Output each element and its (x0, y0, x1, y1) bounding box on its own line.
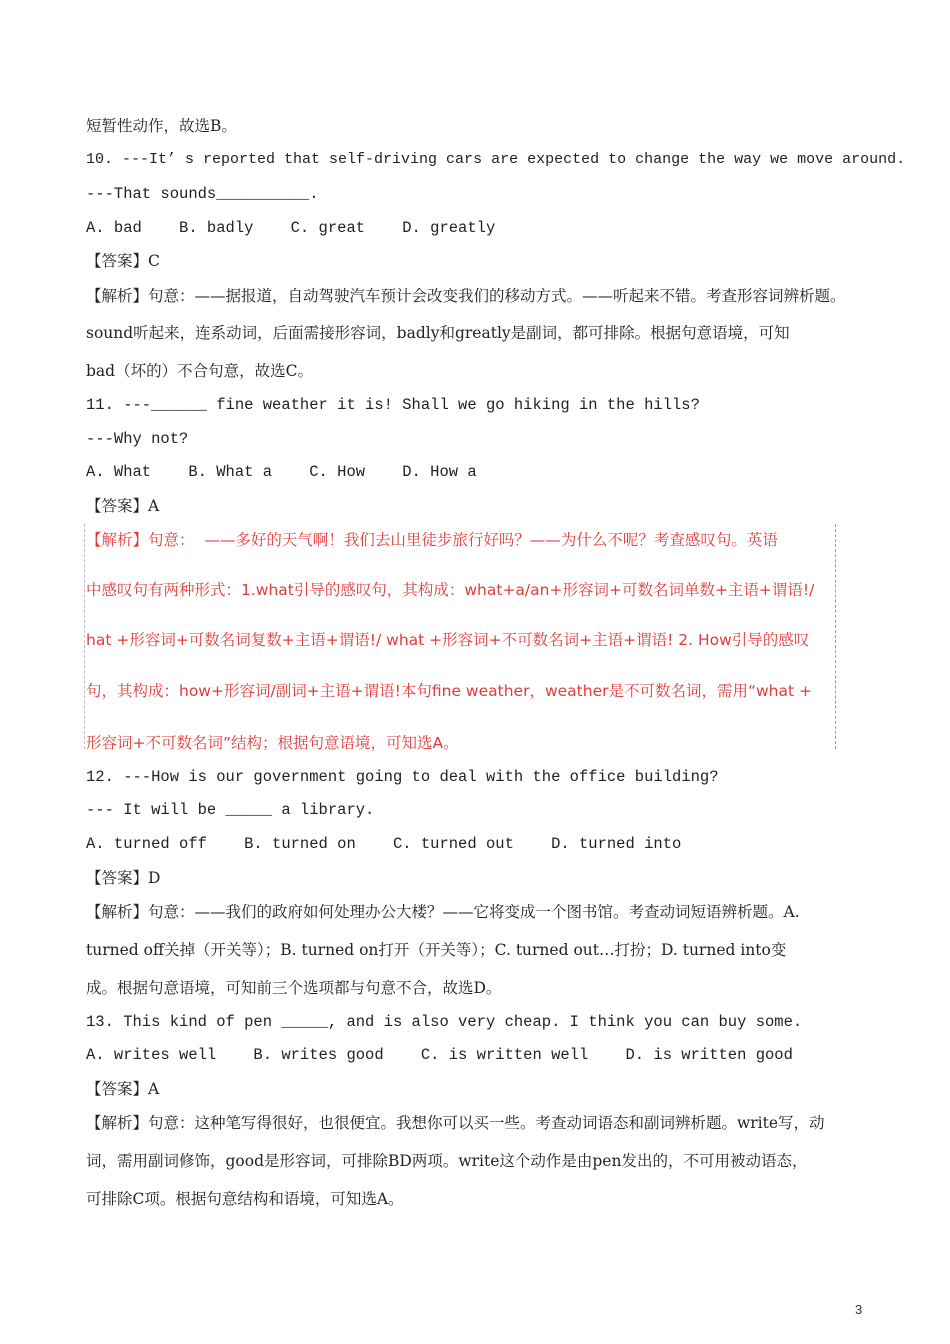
answer-13: 【答案】A (86, 1080, 160, 1098)
answer-10: 【答案】C (86, 252, 160, 270)
answer-12: 【答案】D (86, 869, 161, 887)
text-line: turned off关掉（开关等）；B. turned on打开（开关等）；C. turned out…打扮；D. turned into变 (86, 941, 787, 959)
options-12: A. turned off B. turned on C. turned out D. turned into (86, 835, 682, 853)
explanation-10: 【解析】句意：——据报道，自动驾驶汽车预计会改变我们的移动方式。——听起来不错。考查形容词辨析题。 (86, 287, 846, 305)
options-10: A. bad B. badly C. great D. greatly (86, 219, 496, 237)
answer-11: 【答案】A (86, 497, 160, 515)
options-11: A. What B. What a C. How D. How a (86, 463, 477, 481)
page-number: 3 (855, 1302, 863, 1317)
question-11: 11. ---______ fine weather it is! Shall we go hiking in the hills? (86, 396, 700, 414)
text-line: ---Why not? (86, 430, 189, 448)
text-line: 词，需用副词修饰，good是形容词，可排除BD两项。write这个动作是由pen发出的，不可用被动语态， (86, 1152, 808, 1170)
text-line: --- It will be _____ a library. (86, 801, 375, 819)
options-13: A. writes well B. writes good C. is written well D. is written good (86, 1046, 793, 1064)
text-line: ---That sounds__________. (86, 185, 319, 203)
text-line: 句，其构成：how+形容词/副词+主语+谓语!本句fine weather，weather是不可数名词，需用“what + (86, 682, 812, 700)
explanation-12: 【解析】句意：——我们的政府如何处理办公大楼？——它将变成一个图书馆。考查动词短语辨析题。A. (86, 903, 800, 921)
question-13: 13. This kind of pen _____, and is also very cheap. I think you can buy some. (86, 1013, 803, 1031)
text-line: 可排除C项。根据句意结构和语境，可知选A。 (86, 1190, 404, 1208)
text-line: 成。根据句意语境，可知前三个选项都与句意不合，故选D。 (86, 979, 502, 997)
question-12: 12. ---How is our government going to deal with the office building? (86, 768, 719, 786)
explanation-11: 【解析】句意： ——多好的天气啊！我们去山里徒步旅行好吗？——为什么不呢？考查感叹句。英语 (86, 531, 778, 549)
text-line: 形容词+不可数名词”结构；根据句意语境，可知选A。 (86, 734, 459, 752)
text-line: 短暂性动作，故选B。 (86, 117, 237, 135)
text-line: hat +形容词+可数名词复数+主语+谓语!/ what +形容词+不可数名词+主语+谓语! 2. How引导的感叹 (86, 631, 810, 649)
text-line: 中感叹句有两种形式：1.what引导的感叹句，其构成：what+a/an+形容词+可数名词单数+主语+谓语!/ (86, 581, 815, 599)
text-line: bad（坏的）不合句意，故选C。 (86, 362, 313, 380)
text-line: sound听起来，连系动词，后面需接形容词，badly和greatly是副词，都可排除。根据句意语境，可知 (86, 324, 790, 342)
question-10: 10. ---It’ s reported that self-driving cars are expected to change the way we move around. (86, 151, 906, 168)
explanation-13: 【解析】句意：这种笔写得很好，也很便宜。我想你可以买一些。考查动词语态和副词辨析题。write写，动 (86, 1114, 825, 1132)
